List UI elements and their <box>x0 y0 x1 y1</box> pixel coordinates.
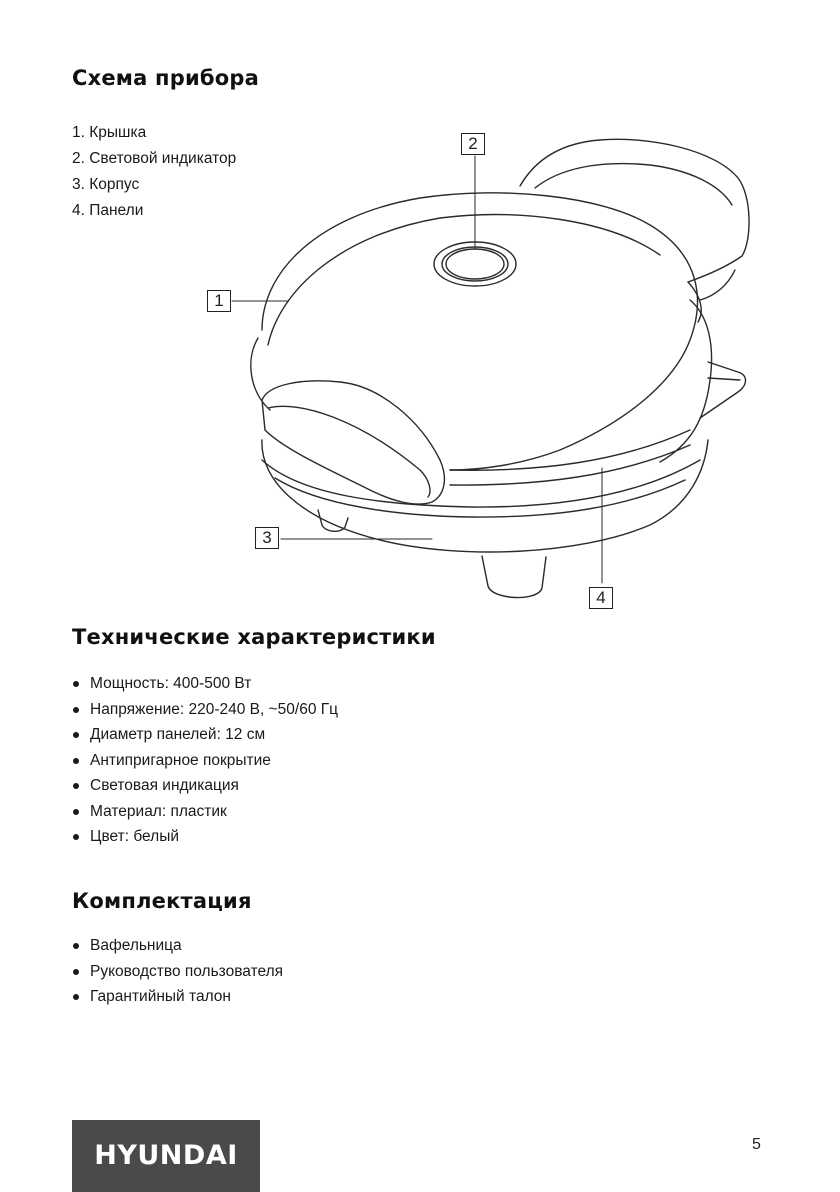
brand-logo: HYUNDAI <box>72 1120 260 1192</box>
lid-outline <box>262 193 697 470</box>
plate-band-lower-2 <box>450 445 690 485</box>
bullet-icon <box>73 969 79 975</box>
bullet-icon <box>73 732 79 738</box>
contents-item: Руководство пользователя <box>72 961 283 987</box>
housing-rim-2 <box>275 478 685 517</box>
callout-1: 1 <box>207 290 231 312</box>
part-item: 2. Световой индикатор <box>72 150 237 167</box>
bullet-icon <box>73 809 79 815</box>
bullet-icon <box>73 783 79 789</box>
left-foot <box>318 510 348 531</box>
plate-band-right <box>660 300 712 462</box>
spec-item: Напряжение: 220-240 В, ~50/60 Гц <box>72 699 338 725</box>
side-tab-edge <box>708 378 740 380</box>
contents-list <box>72 935 283 1012</box>
front-handle-inner <box>268 406 430 497</box>
bullet-icon <box>73 994 79 1000</box>
spec-item: Мощность: 400-500 Вт <box>72 673 338 699</box>
specs-list <box>72 673 338 852</box>
part-item: 1. Крышка <box>72 124 147 141</box>
rear-handle-neck <box>688 282 701 322</box>
callout-3: 3 <box>255 527 279 549</box>
callout-4: 4 <box>589 587 613 609</box>
side-tab <box>700 362 746 418</box>
contents-item: Гарантийный талон <box>72 986 283 1012</box>
indicator-lens <box>446 249 504 279</box>
contents-section-title: Комплектация <box>72 889 252 913</box>
diagram-section-title: Схема прибора <box>72 66 259 90</box>
spec-item: Материал: пластик <box>72 801 338 827</box>
bullet-icon <box>73 707 79 713</box>
rear-handle-base <box>700 270 735 300</box>
spec-item: Диаметр панелей: 12 см <box>72 724 338 750</box>
indicator-ring-inner <box>442 247 508 281</box>
spec-item: Антипригарное покрытие <box>72 750 338 776</box>
part-item: 4. Панели <box>72 202 144 219</box>
rear-handle <box>520 139 749 282</box>
bullet-icon <box>73 943 79 949</box>
spec-item: Световая индикация <box>72 775 338 801</box>
front-foot <box>482 556 546 598</box>
spec-item: Цвет: белый <box>72 826 338 852</box>
callout-2: 2 <box>461 133 485 155</box>
plate-band-top <box>251 338 270 410</box>
part-item: 3. Корпус <box>72 176 140 193</box>
plate-band-lower <box>450 430 690 470</box>
bullet-icon <box>73 834 79 840</box>
contents-item: Вафельница <box>72 935 283 961</box>
page-number: 5 <box>752 1136 761 1153</box>
bullet-icon <box>73 681 79 687</box>
bullet-icon <box>73 758 79 764</box>
specs-section-title: Технические характеристики <box>72 625 436 649</box>
